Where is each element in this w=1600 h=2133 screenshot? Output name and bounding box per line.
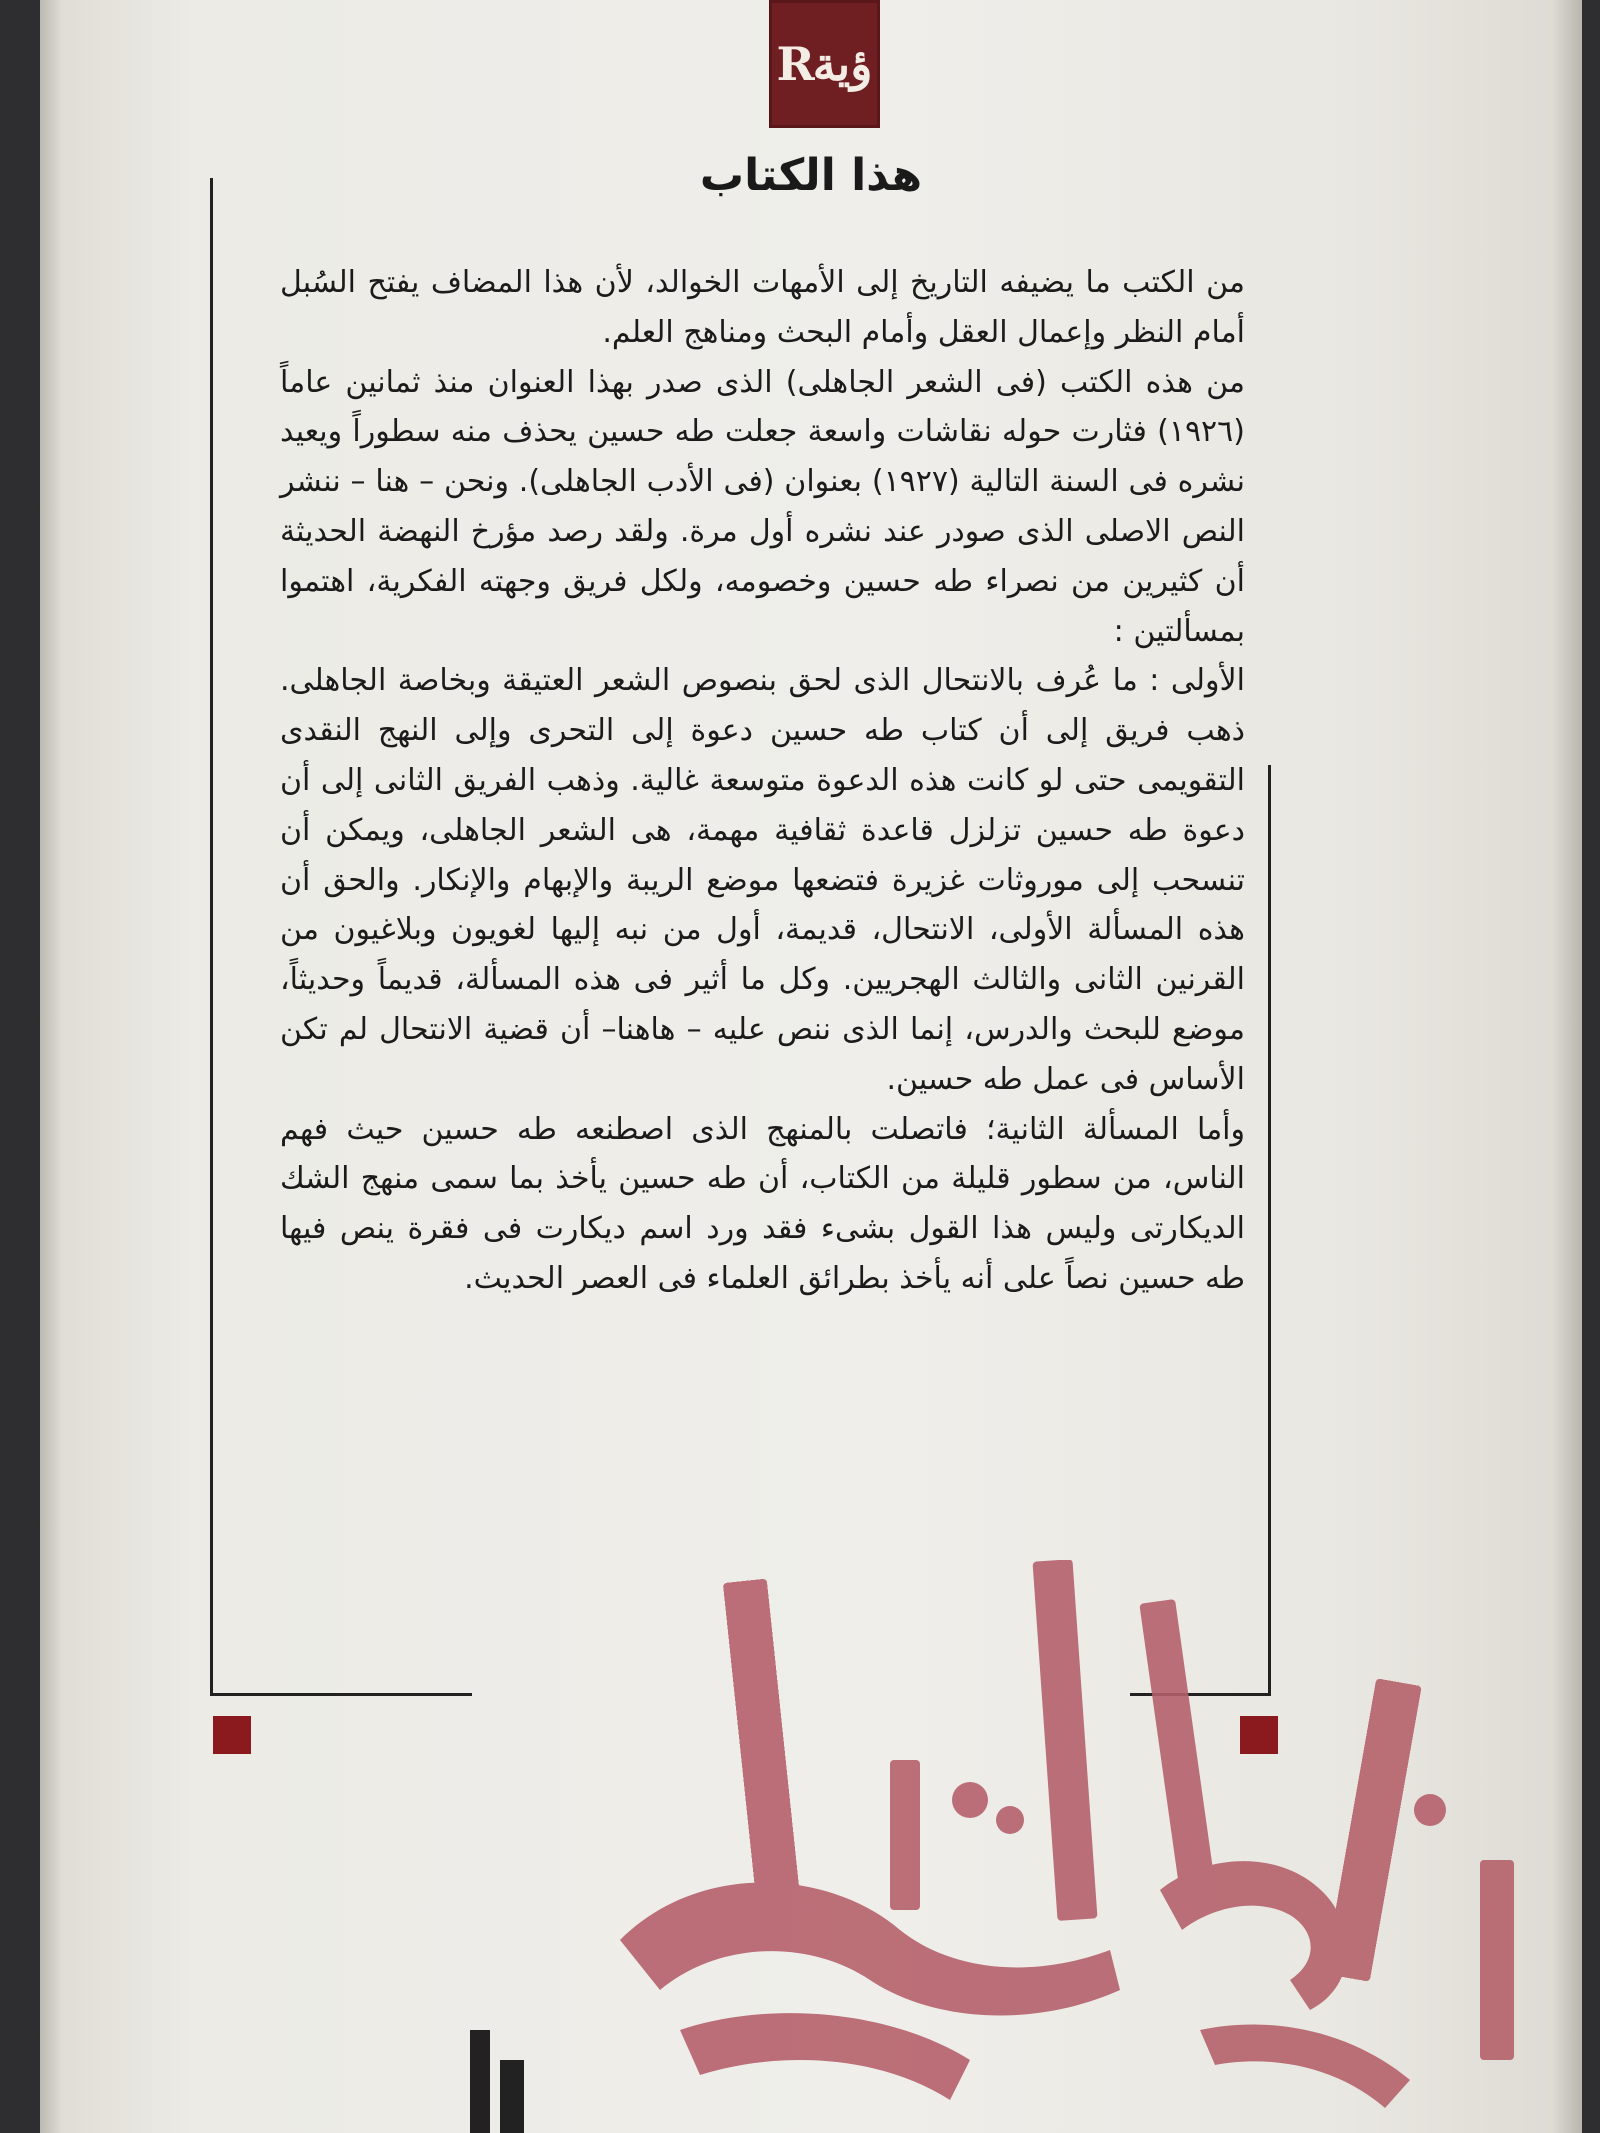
book-back-cover xyxy=(40,0,1582,2133)
section-title: هذا الكتاب xyxy=(699,150,923,201)
frame-right-border xyxy=(1268,765,1271,1696)
blurb-text xyxy=(280,258,1245,1304)
paragraph-intro: من الكتب ما يضيفه التاريخ إلى الأمهات الخوالد، لأن هذا المضاف يفتح السُبل أمام النظر وإعمال العقل وأمام البحث ومناهج العلم. xyxy=(280,265,1245,350)
calligraphy-decoration xyxy=(470,1560,1582,2133)
decorative-square-right xyxy=(1240,1716,1278,1754)
paragraph-second-issue: وأما المسألة الثانية؛ فاتصلت بالمنهج الذى اصطنعه طه حسين حيث فهم الناس، من سطور قليلة من الكتاب، أن طه حسين يأخذ بما سمى منهج الشك الديكارتى وليس هذا القول بشىء فقد ورد اسم ديكارت فى فقرة ينص فيها طه حسين نصاً على أنه يأخذ بطرائق العلماء فى العصر الحديث. xyxy=(280,1111,1245,1296)
decorative-square-left xyxy=(213,1716,251,1754)
paragraph-first-issue: الأولى : ما عُرف بالانتحال الذى لحق بنصوص الشعر العتيقة وبخاصة الجاهلى. ذهب فريق إلى أن كتاب طه حسين دعوة إلى التحرى وإلى النهج النقدى التقويمى حتى لو كانت هذه الدعوة متوسعة غالية. وذهب الفريق الثانى إلى أن دعوة طه حسين تزلزل قاعدة ثقافية مهمة، هى الشعر الجاهلى، ويمكن أن تنسحب إلى موروثات غزيرة فتضعها موضع الريبة والإبهام والإنكار. والحق أن هذه المسألة الأولى، الانتحال، قديمة، أول من نبه إليها لغويون وبلاغيون من القرنين الثانى والثالث الهجريين. وكل ما أثير فى هذه المسألة، قديماً وحديثاً، موضع للبحث والدرس، إنما الذى ننص عليه – هاهنا– أن قضية الانتحال لم تكن الأساس فى عمل طه حسين. xyxy=(280,663,1245,1097)
publisher-logo xyxy=(769,0,880,128)
frame-left-bottom-border xyxy=(210,1693,472,1696)
paragraph-book-history: من هذه الكتب (فى الشعر الجاهلى) الذى صدر بهذا العنوان منذ ثمانين عاماً (١٩٢٦) فثارت حوله نقاشات واسعة جعلت طه حسين يحذف منه سطوراً ويعيد نشره فى السنة التالية (١٩٢٧) بعنوان (فى الأدب الجاهلى). ونحن – هنا – ننشر النص الاصلى الذى صودر عند نشره أول مرة. ولقد رصد مؤرخ النهضة الحديثة أن كثيرين من نصراء طه حسين وخصومه، ولكل فريق وجهته الفكرية، اهتموا بمسألتين : xyxy=(280,364,1245,649)
frame-right-bottom-border xyxy=(1130,1693,1271,1696)
frame-left-border xyxy=(210,178,213,1696)
publisher-logo-text: Rؤية xyxy=(776,37,873,91)
